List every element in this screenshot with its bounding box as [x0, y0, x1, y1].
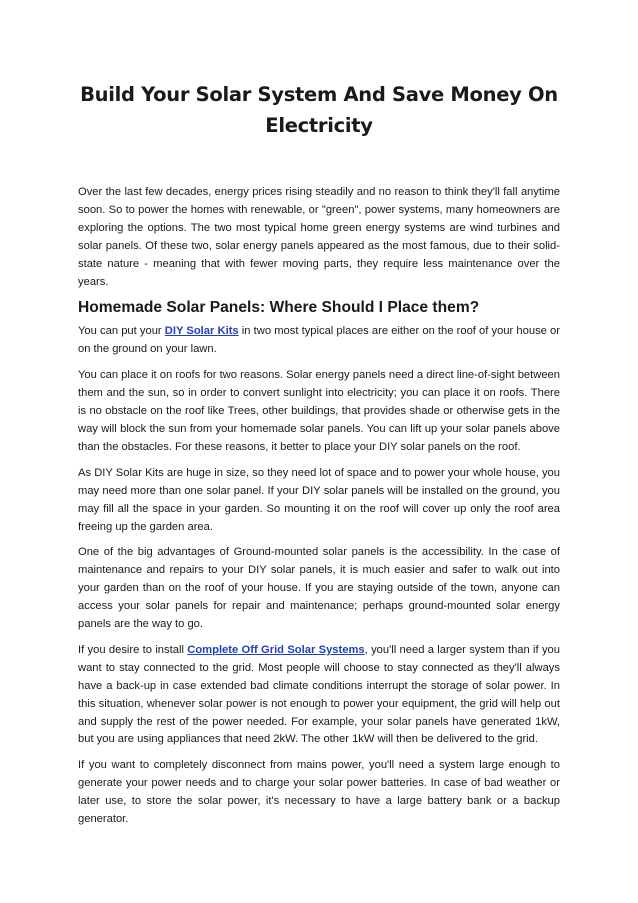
paragraph-roof-placement: You can place it on roofs for two reasons. Solar energy panels need a direct line-of-sight between them and the sun, so in order to convert sunlight into electricity; you can place it on roofs. There is no obstacle on the roof like Trees, other buildings, that provides shade or otherwise gets in the way will block the sun from your homemade solar panels. You can lift up your solar panels above than the obstacles. For these reasons, it better to place your DIY solar panels on the roof. — [78, 369, 560, 453]
paragraph-off-grid — [78, 642, 560, 749]
paragraph-disconnect: If you want to completely disconnect from mains power, you'll need a system large enough to generate your power needs and to charge your solar power batteries. In case of bad weather or later use, to store the solar power, it's necessary to have a large battery bank or a backup generator. — [78, 759, 560, 826]
document-page — [78, 0, 560, 837]
title-line-1: Build Your Solar System And Save Money On — [80, 83, 558, 106]
paragraph-diy-kits — [78, 323, 560, 359]
paragraph-text: , you'll need a larger system than if you want to stay connected to the grid. Most people will choose to stay connected as they'll always have a back-up in case extended bad climate conditions interrupt the storage of solar power. In this situation, whenever solar power is not enough to power your equipment, the grid will help out and supply the rest of the power needed. For example, your solar panels have generated 1kW, but you are using appliances that need 2kW. The other 1kW will then be delivered to the grid. — [78, 643, 561, 746]
paragraph-text: You can put your — [78, 325, 165, 338]
diy-solar-kits-link[interactable]: DIY Solar Kits — [164, 325, 239, 338]
paragraph-text: in two most typical places are either on the roof of your house or on the ground on your lawn. — [78, 325, 560, 356]
off-grid-solar-systems-link[interactable]: Complete Off Grid Solar Systems — [187, 643, 365, 656]
title-line-2: Electricity — [265, 114, 373, 137]
section-heading: Homemade Solar Panels: Where Should I Place them? — [78, 299, 480, 317]
paragraph-text: If you desire to install — [78, 643, 188, 656]
intro-paragraph: Over the last few decades, energy prices rising steadily and no reason to think they'll fall anytime soon. So to power the homes with renewable, or "green", power systems, many homeowners are exploring the options. The two most typical home green energy systems are wind turbines and solar panels. Of these two, solar energy panels appeared as the most famous, due to their solid-state nature - meaning that with fewer moving parts, they require less maintenance over the years. — [78, 186, 560, 288]
paragraph-space: As DIY Solar Kits are huge in size, so they need lot of space and to power your whole house, you may need more than one solar panel. If your DIY solar panels will be installed on the ground, you may fill all the space in your garden. So mounting it on the roof will cover up only the roof area freeing up the garden area. — [78, 466, 560, 533]
page-title — [78, 79, 560, 141]
paragraph-ground-mounted: One of the big advantages of Ground-mounted solar panels is the accessibility. In the case of maintenance and repairs to your DIY solar panels, it is much easier and safer to walk out into your garden than on the roof of your house. If you are staying outside of the town, anyone can access your solar panels for repair and maintenance; perhaps ground-mounted solar energy panels are the way to go. — [78, 546, 560, 631]
